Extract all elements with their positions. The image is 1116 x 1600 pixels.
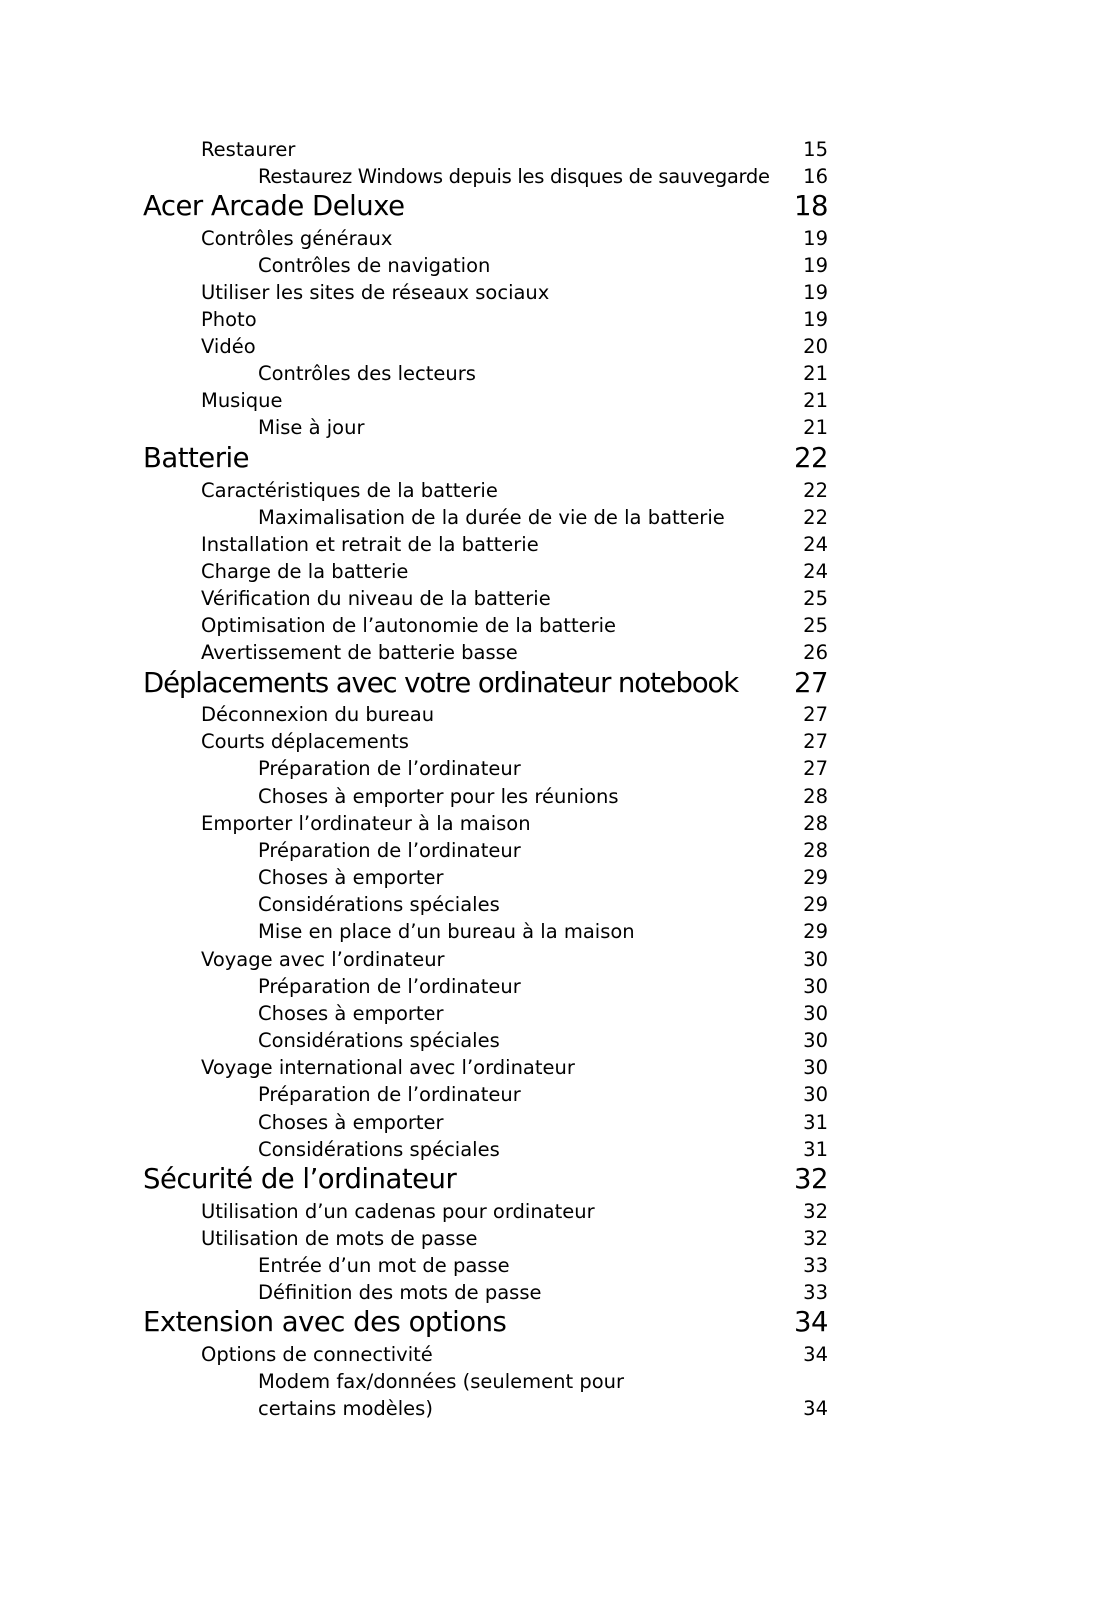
- toc-entry[interactable]: [201, 946, 828, 973]
- toc-entry[interactable]: [201, 225, 828, 252]
- toc-entry[interactable]: [201, 1225, 828, 1252]
- toc-entry-title: Utilisation de mots de passe: [201, 1227, 478, 1250]
- toc-entry[interactable]: [201, 612, 828, 639]
- toc-entry-title: Contrôles généraux: [201, 227, 393, 250]
- toc-entry[interactable]: [258, 1136, 828, 1163]
- toc-entry[interactable]: [258, 504, 828, 531]
- toc-entry-title: Optimisation de l’autonomie de la batterie: [201, 614, 617, 637]
- toc-entry-title: Entrée d’un mot de passe: [258, 1254, 510, 1277]
- toc-entry-page: 31: [803, 1138, 828, 1161]
- toc-entry-title: Définition des mots de passe: [258, 1281, 542, 1304]
- toc-entry-page: 24: [803, 533, 828, 556]
- toc-entry-title: Choses à emporter: [258, 1002, 444, 1025]
- toc-entry-page: 27: [803, 703, 828, 726]
- toc-entry[interactable]: [201, 1198, 828, 1225]
- toc-entry-page: 29: [803, 920, 828, 943]
- toc-entry-title: Mise à jour: [258, 416, 365, 439]
- toc-entry-title: Utilisation d’un cadenas pour ordinateur: [201, 1200, 595, 1223]
- toc-entry-page: 24: [803, 560, 828, 583]
- toc-entry[interactable]: [258, 252, 828, 279]
- toc-entry-page: 32: [803, 1200, 828, 1223]
- toc-entry-title: Choses à emporter: [258, 866, 444, 889]
- toc-entry[interactable]: [201, 279, 828, 306]
- toc-entry[interactable]: [201, 701, 828, 728]
- toc-chapter-heading[interactable]: [143, 441, 828, 475]
- toc-entry-title: Contrôles de navigation: [258, 254, 491, 277]
- toc-entry-page: 30: [803, 1083, 828, 1106]
- toc-entry[interactable]: [258, 360, 828, 387]
- toc-entry-page: 25: [803, 614, 828, 637]
- toc-entry-title: Vidéo: [201, 335, 256, 358]
- toc-entry-page: 31: [803, 1111, 828, 1134]
- toc-chapter-page: 22: [794, 442, 828, 474]
- toc-chapter-title: Déplacements avec votre ordinateur notebook: [143, 667, 739, 699]
- toc-entry-page: 22: [803, 479, 828, 502]
- toc-entry-page: 22: [803, 506, 828, 529]
- toc-chapter-heading[interactable]: [143, 1305, 828, 1339]
- toc-entry-page: 29: [803, 866, 828, 889]
- toc-entry-title: Installation et retrait de la batterie: [201, 533, 539, 556]
- toc-entry-title: Restaurer: [201, 138, 296, 161]
- toc-entry[interactable]: [201, 333, 828, 360]
- toc-entry-page: 30: [803, 1029, 828, 1052]
- toc-entry-title: Options de connectivité: [201, 1343, 433, 1366]
- toc-entry[interactable]: [258, 783, 828, 810]
- toc-entry-page: 19: [803, 227, 828, 250]
- toc-entry-page: 16: [803, 165, 828, 188]
- toc-entry-title: Préparation de l’ordinateur: [258, 757, 521, 780]
- toc-entry-page: 32: [803, 1227, 828, 1250]
- toc-entry-title: Considérations spéciales: [258, 893, 500, 916]
- toc-chapter-title: Batterie: [143, 442, 250, 474]
- toc-entry-title: Mise en place d’un bureau à la maison: [258, 920, 635, 943]
- toc-entry[interactable]: [201, 728, 828, 755]
- toc-chapter-title: Acer Arcade Deluxe: [143, 190, 405, 222]
- toc-entry-page: 30: [803, 975, 828, 998]
- toc-entry-page: 33: [803, 1281, 828, 1304]
- toc-entry-page: 26: [803, 641, 828, 664]
- toc-entry[interactable]: [201, 136, 828, 163]
- toc-entry[interactable]: [201, 1054, 828, 1081]
- toc-entry[interactable]: [201, 306, 828, 333]
- toc-entry-page: 27: [803, 757, 828, 780]
- toc-chapter-title: Extension avec des options: [143, 1306, 507, 1338]
- toc-entry[interactable]: [201, 1341, 828, 1368]
- toc-entry-title: Contrôles des lecteurs: [258, 362, 476, 385]
- toc-entry[interactable]: [201, 558, 828, 585]
- toc-entry-page: 33: [803, 1254, 828, 1277]
- toc-entry[interactable]: [258, 755, 828, 782]
- toc-entry-title: Modem fax/données (seulement pour: [258, 1370, 625, 1393]
- toc-entry[interactable]: [258, 1081, 828, 1108]
- toc-entry-title: Caractéristiques de la batterie: [201, 479, 498, 502]
- toc-entry[interactable]: [258, 918, 828, 945]
- toc-entry-title: Voyage avec l’ordinateur: [201, 948, 445, 971]
- toc-entry-title: Maximalisation de la durée de vie de la batterie: [258, 506, 725, 529]
- toc-entry-page: 34: [803, 1397, 828, 1420]
- toc-entry[interactable]: [258, 1000, 828, 1027]
- toc-entry[interactable]: [258, 973, 828, 1000]
- toc-entry[interactable]: [258, 891, 828, 918]
- toc-entry[interactable]: [201, 810, 828, 837]
- toc-entry-title: Emporter l’ordinateur à la maison: [201, 812, 531, 835]
- toc-entry-page: 29: [803, 893, 828, 916]
- toc-chapter-page: 27: [794, 667, 828, 699]
- toc-chapter-heading[interactable]: [143, 666, 828, 700]
- toc-entry-page: 34: [803, 1343, 828, 1366]
- toc-entry-page: 30: [803, 1002, 828, 1025]
- toc-entry-page: 19: [803, 254, 828, 277]
- toc-chapter-title: Sécurité de l’ordinateur: [143, 1163, 457, 1195]
- toc-entry[interactable]: [201, 477, 828, 504]
- toc-chapter-page: 32: [794, 1163, 828, 1195]
- toc-entry[interactable]: [258, 163, 828, 190]
- toc-entry-title: Choses à emporter: [258, 1111, 444, 1134]
- toc-entry-title: Considérations spéciales: [258, 1138, 500, 1161]
- toc-entry-page: 21: [803, 389, 828, 412]
- toc-entry-page: 19: [803, 281, 828, 304]
- toc-entry-page: 19: [803, 308, 828, 331]
- toc-entry-page: 28: [803, 785, 828, 808]
- toc-chapter-heading[interactable]: [143, 1162, 828, 1196]
- toc-entry-page: 28: [803, 812, 828, 835]
- toc-entry-title: Restaurez Windows depuis les disques de sauvegarde: [258, 165, 770, 188]
- toc-entry-title: Courts déplacements: [201, 730, 409, 753]
- toc-chapter-page: 34: [794, 1306, 828, 1338]
- toc-entry[interactable]: [258, 1368, 828, 1422]
- toc-entry-title: Voyage international avec l’ordinateur: [201, 1056, 575, 1079]
- toc-entry-title: Choses à emporter pour les réunions: [258, 785, 619, 808]
- toc-entry[interactable]: [258, 837, 828, 864]
- toc-entry[interactable]: [201, 387, 828, 414]
- toc-entry-page: 30: [803, 948, 828, 971]
- toc-entry-page: 21: [803, 362, 828, 385]
- toc-entry-title-line2: certains modèles): [258, 1397, 433, 1420]
- toc-entry-page: 15: [803, 138, 828, 161]
- toc-entry-title: Préparation de l’ordinateur: [258, 975, 521, 998]
- toc-entry[interactable]: [258, 864, 828, 891]
- toc-entry[interactable]: [258, 1252, 828, 1279]
- toc-entry[interactable]: [258, 414, 828, 441]
- toc-entry-title: Charge de la batterie: [201, 560, 409, 583]
- toc-entry-title: Utiliser les sites de réseaux sociaux: [201, 281, 550, 304]
- toc-entry-page: 25: [803, 587, 828, 610]
- toc-entry[interactable]: [258, 1109, 828, 1136]
- toc-entry-page: 30: [803, 1056, 828, 1079]
- toc-entry-title: Déconnexion du bureau: [201, 703, 435, 726]
- toc-entry-title: Musique: [201, 389, 283, 412]
- toc-chapter-heading[interactable]: [143, 189, 828, 223]
- toc-entry-page: 20: [803, 335, 828, 358]
- toc-entry[interactable]: [258, 1027, 828, 1054]
- toc-entry-page: 28: [803, 839, 828, 862]
- toc-entry-title: Photo: [201, 308, 257, 331]
- toc-chapter-page: 18: [794, 190, 828, 222]
- toc-entry[interactable]: [258, 1279, 828, 1306]
- toc-entry-title: Préparation de l’ordinateur: [258, 1083, 521, 1106]
- toc-entry-title: Vérification du niveau de la batterie: [201, 587, 551, 610]
- toc-entry[interactable]: [201, 585, 828, 612]
- toc-entry-page: 21: [803, 416, 828, 439]
- toc-entry-page: 27: [803, 730, 828, 753]
- toc-entry-title: Préparation de l’ordinateur: [258, 839, 521, 862]
- toc-entry[interactable]: [201, 531, 828, 558]
- toc-entry-title: Avertissement de batterie basse: [201, 641, 518, 664]
- toc-entry-title: Considérations spéciales: [258, 1029, 500, 1052]
- toc-entry[interactable]: [201, 639, 828, 666]
